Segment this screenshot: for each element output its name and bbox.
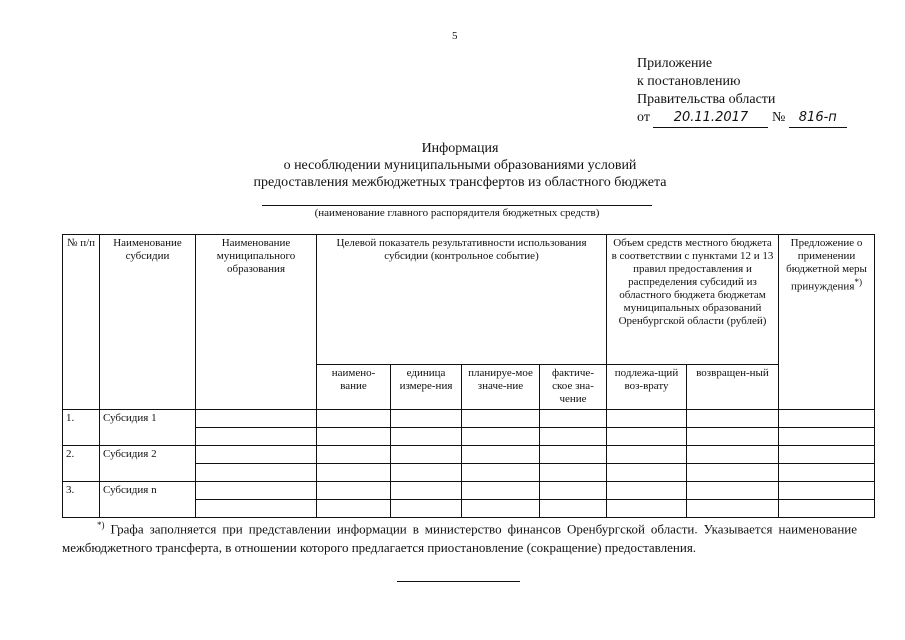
header-num: № п/п [63,235,100,410]
header-indicator: Целевой показатель результативности использования субсидии (контрольное событие) [317,235,607,365]
table-row [63,410,875,428]
row-num: 3. [63,482,100,518]
row-subsidy: Субсидия 1 [100,410,196,446]
header-subsidy-name: Наименование субсидии [100,235,196,410]
header-municipality: Наименование муниципального образования [196,235,317,410]
document-subtitle-2: предоставления межбюджетных трансфертов из областного бюджета [253,175,667,190]
header-proposal [779,235,875,410]
header-proposal-mark: *) [854,277,863,287]
distributor-label: (наименование главного распорядителя бюджетных средств) [314,207,600,219]
handwritten-number: 816-п [789,109,847,128]
number-label: № [771,110,786,125]
document-subtitle-1: о несоблюдении муниципальными образованиями условий [283,158,637,173]
subheader-funds-returned: возвращен-ный [687,365,779,410]
subheader-indicator-plan: планируе-мое значе-ние [462,365,540,410]
subheader-indicator-name: наимено-вание [317,365,391,410]
footnote-text: Графа заполняется при представлении информации в министерство финансов Оренбургской области. Указывается наименование межбюджетного трансферта, в отношении которого предлагается приостановление (сокращение) предоставления. [62,521,857,556]
distributor-underline [262,205,652,206]
page-number: 5 [452,30,458,42]
subheader-indicator-fact: фактиче-ское зна-чение [540,365,607,410]
header-proposal-text: Предложение о применении бюджетной меры принуждения [786,237,867,293]
subheader-funds-to-return: подлежа-щий воз-врату [607,365,687,410]
table-row [63,482,875,500]
appendix-line-3: Правительства области [637,92,776,107]
appendix-date-line [637,109,847,128]
appendix-block [637,55,847,128]
from-label: от [637,110,650,125]
row-subsidy: Субсидия n [100,482,196,518]
info-table [62,234,875,518]
footnote [62,516,857,557]
document-title: Информация [421,141,499,156]
handwritten-date: 20.11.2017 [653,109,768,128]
header-funds: Объем средств местного бюджета в соответствии с пунктами 12 и 13 правил предоставления и распределения субсидий из областного бюджета бюджетам муниципальных образований Оренбургской области (рублей) [607,235,779,365]
footnote-mark: *) [97,520,105,530]
row-num: 2. [63,446,100,482]
appendix-line-2: к постановлению [637,74,741,89]
end-separator [397,581,520,582]
table-row [63,446,875,464]
row-num: 1. [63,410,100,446]
row-subsidy: Субсидия 2 [100,446,196,482]
appendix-line-1: Приложение [637,56,713,71]
subheader-indicator-unit: единица измере-ния [391,365,462,410]
